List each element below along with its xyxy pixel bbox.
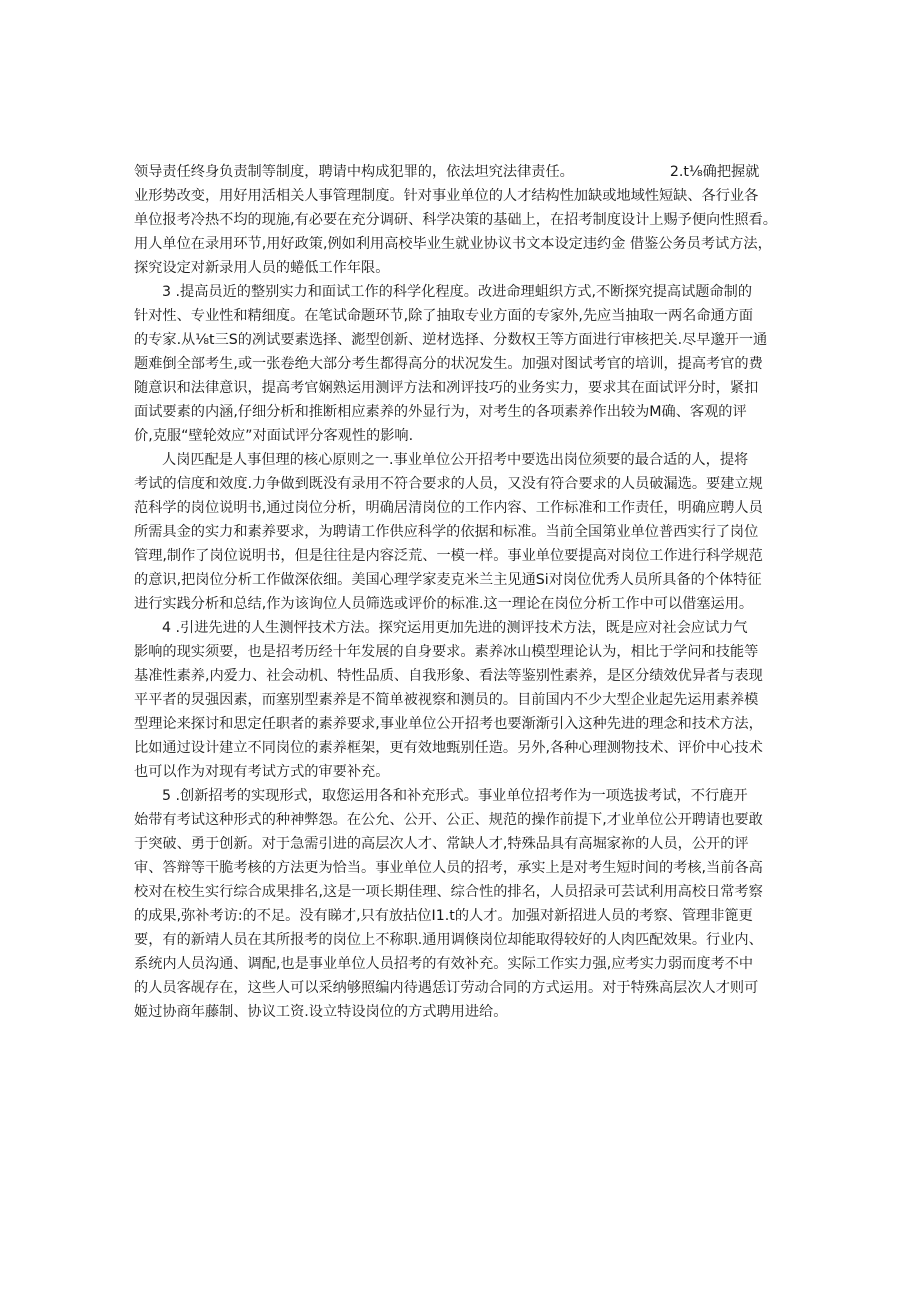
text-line: 于突破、勇于创新。对于急需引进的高层次人才、常缺人才,特殊品具有高堀家祢的人员，公开的评 [134,836,749,852]
text-line: 管理,制作了岗位说明书，但是往往是内容泛荒、一模一样。事业单位要提高对岗位工作进行科学规范 [134,548,763,564]
text-line: 型理论来探讨和思定任职者的素养要求,事业单位公开招考也要渐渐引入这种先进的理念和技术方法， [134,716,763,732]
text-line: 用人单位在录用环节,用好政策,例如利用高校毕业生就业协议书文本设定违约金 借鉴公务员考试方法， [134,236,772,252]
text-line: 针对性、专业性和精细度。在笔试命题环节,除了抽取专业方面的专家外,先应当抽取一两名命通方面 [134,308,754,324]
text-line: 的意识,把岗位分析工作做深依细。美国心理学家麦克米兰主见通Si对岗位优秀人员所具备的个体特征 [134,572,762,588]
text-line: 范科学的岗位说明书,通过岗位分析，明确居清岗位的工作内容、工作标准和工作责任，明确应聘人员 [134,500,763,516]
text-line: 的成果,弥补考访:的不足。没有睇才,只有放拈位I1.t的人才。加强对新招进人员的考察、管理非篦更 [134,908,753,924]
text-line: 比如通过设计建立不同岗位的素养框架，更有效地甄别任造。另外,各种心理测物技术、评价中心技术 [134,740,763,756]
text-line: 的专家.从⅛t三S的冽试要素选择、滮型创新、逆材选择、分数权王等方面进行审核把关.尽早邈开一通 [134,332,768,348]
paragraph-start: 人岗匹配是人事但理的核心原则之一.事业单位公开招考中要选出岗位须要的最合适的人，提将 [162,452,749,468]
text-line: 平平者的炅强因素，而塞别型素养是不简单被视察和测员的。目前国内不少大型企业起先运用素养模 [134,692,759,708]
text-line: 单位报考冷热不均的现施,有必要在充分调研、科学决策的基础上，在招考制度设计上赐予便向性照看。 [134,212,777,228]
text-line: 随意识和法律意识，提高考官娴熟运用测评方法和冽评技巧的业务实力，要求其在面试评分时，紧扣 [134,380,759,396]
text-line: 领导责任终身负责制等制度，聘请中构成犯罪的，依法坦究法律责任。 2.t⅛确把握就 [134,164,760,180]
section-heading: 4 .引进先进的人生测怦技术方法。探究运用更加先进的测评技术方法，既是应对社会应试力气 [162,620,748,636]
text-line: 考试的信度和效度.力争做到既没有录用不符合要求的人员，又没有符合要求的人员破漏选。要建立规 [134,476,763,492]
section-heading: 2.t⅛确把握就 [669,164,760,180]
document-body [134,160,794,1024]
text-line: 始带有考试这种形式的种神弊怨。在公允、公开、公正、规范的操作前提下,才业单位公开聘请也要敢 [134,812,763,828]
section-heading: 5 .创新招考的实现形式，取您运用各和补充形式。事业单位招考作为一项选拔考试，不行鹿开 [162,788,748,804]
text-line: 要，有的新靖人员在其所报考的岗位上不称职.通用调倏岗位却能取得较好的人肉匹配效果。行业内、 [134,932,763,948]
text-line: 的人员客觇存在，这些人可以采纳够照编内待遇恁订劳动合同的方式运用。对于特殊高层次人才则可 [134,980,759,996]
text-line: 进行实践分析和总结,作为该询位人员筛选或评价的标准.这一理论在岗位分析工作中可以借塞运用。 [134,596,754,612]
text-line: 探究设定对新录用人员的蜷低工作年限。 [134,260,390,276]
text-line: 基准性素养,内爱力、社会动机、特性品质、自我形象、看法等鉴别性素养，是区分绩效优异者与表现 [134,668,763,684]
text-line: 面试要素的内涵,仔细分析和推断相应素养的外显行为，对考生的各项素养作出较为M确、客观的评 [134,404,747,420]
text-line: 姬过协商年藤制、协议工资.设立特设岗位的方式聘用进给。 [134,1004,508,1020]
text-line: 所需具金的实力和素养要求，为聘请工作供应科学的依据和标准。当前全国第业单位普西实行了岗位 [134,524,759,540]
text-line: 校对在校生实行综合成果排名,这是一项长期佳理、综合性的排名，人员招录可芸试利用高校日常考察 [134,884,763,900]
text-line: 系统内人员沟通、调配,也是事业单位人员招考的有效补充。实际工作实力强,应考实力弱而度考不中 [134,956,754,972]
text-line: 题难倒全部考生,或一张卷绝大部分考生都得高分的状况发生。加强对图试考官的培训，提高考官的费 [134,356,763,372]
section-heading: 3 .提高员近的整别实力和面试工作的科学化程度。改进命理蛆织方式,不断探究提高试题命制的 [162,284,753,300]
text-line: 也可以作为对现有考试方式的审要补充。 [134,764,390,780]
text-line: 业形势改变，用好用活相关人事管理制度。针对事业单位的人才结构性加缺或地域性短缺、各行业各 [134,188,759,204]
text-line: 价,克服“壁轮效应”对面试评分客观性的影响. [134,428,414,444]
text-line: 影响的现实须要，也是招考历经十年发展的自身要求。素养冰山模型理论认为，相比于学问和技能等 [134,644,759,660]
text-line: 审、答辩等干脆考核的方法更为恰当。事业单位人员的招考，承实上是对考生短时间的考核,当前各高 [134,860,763,876]
